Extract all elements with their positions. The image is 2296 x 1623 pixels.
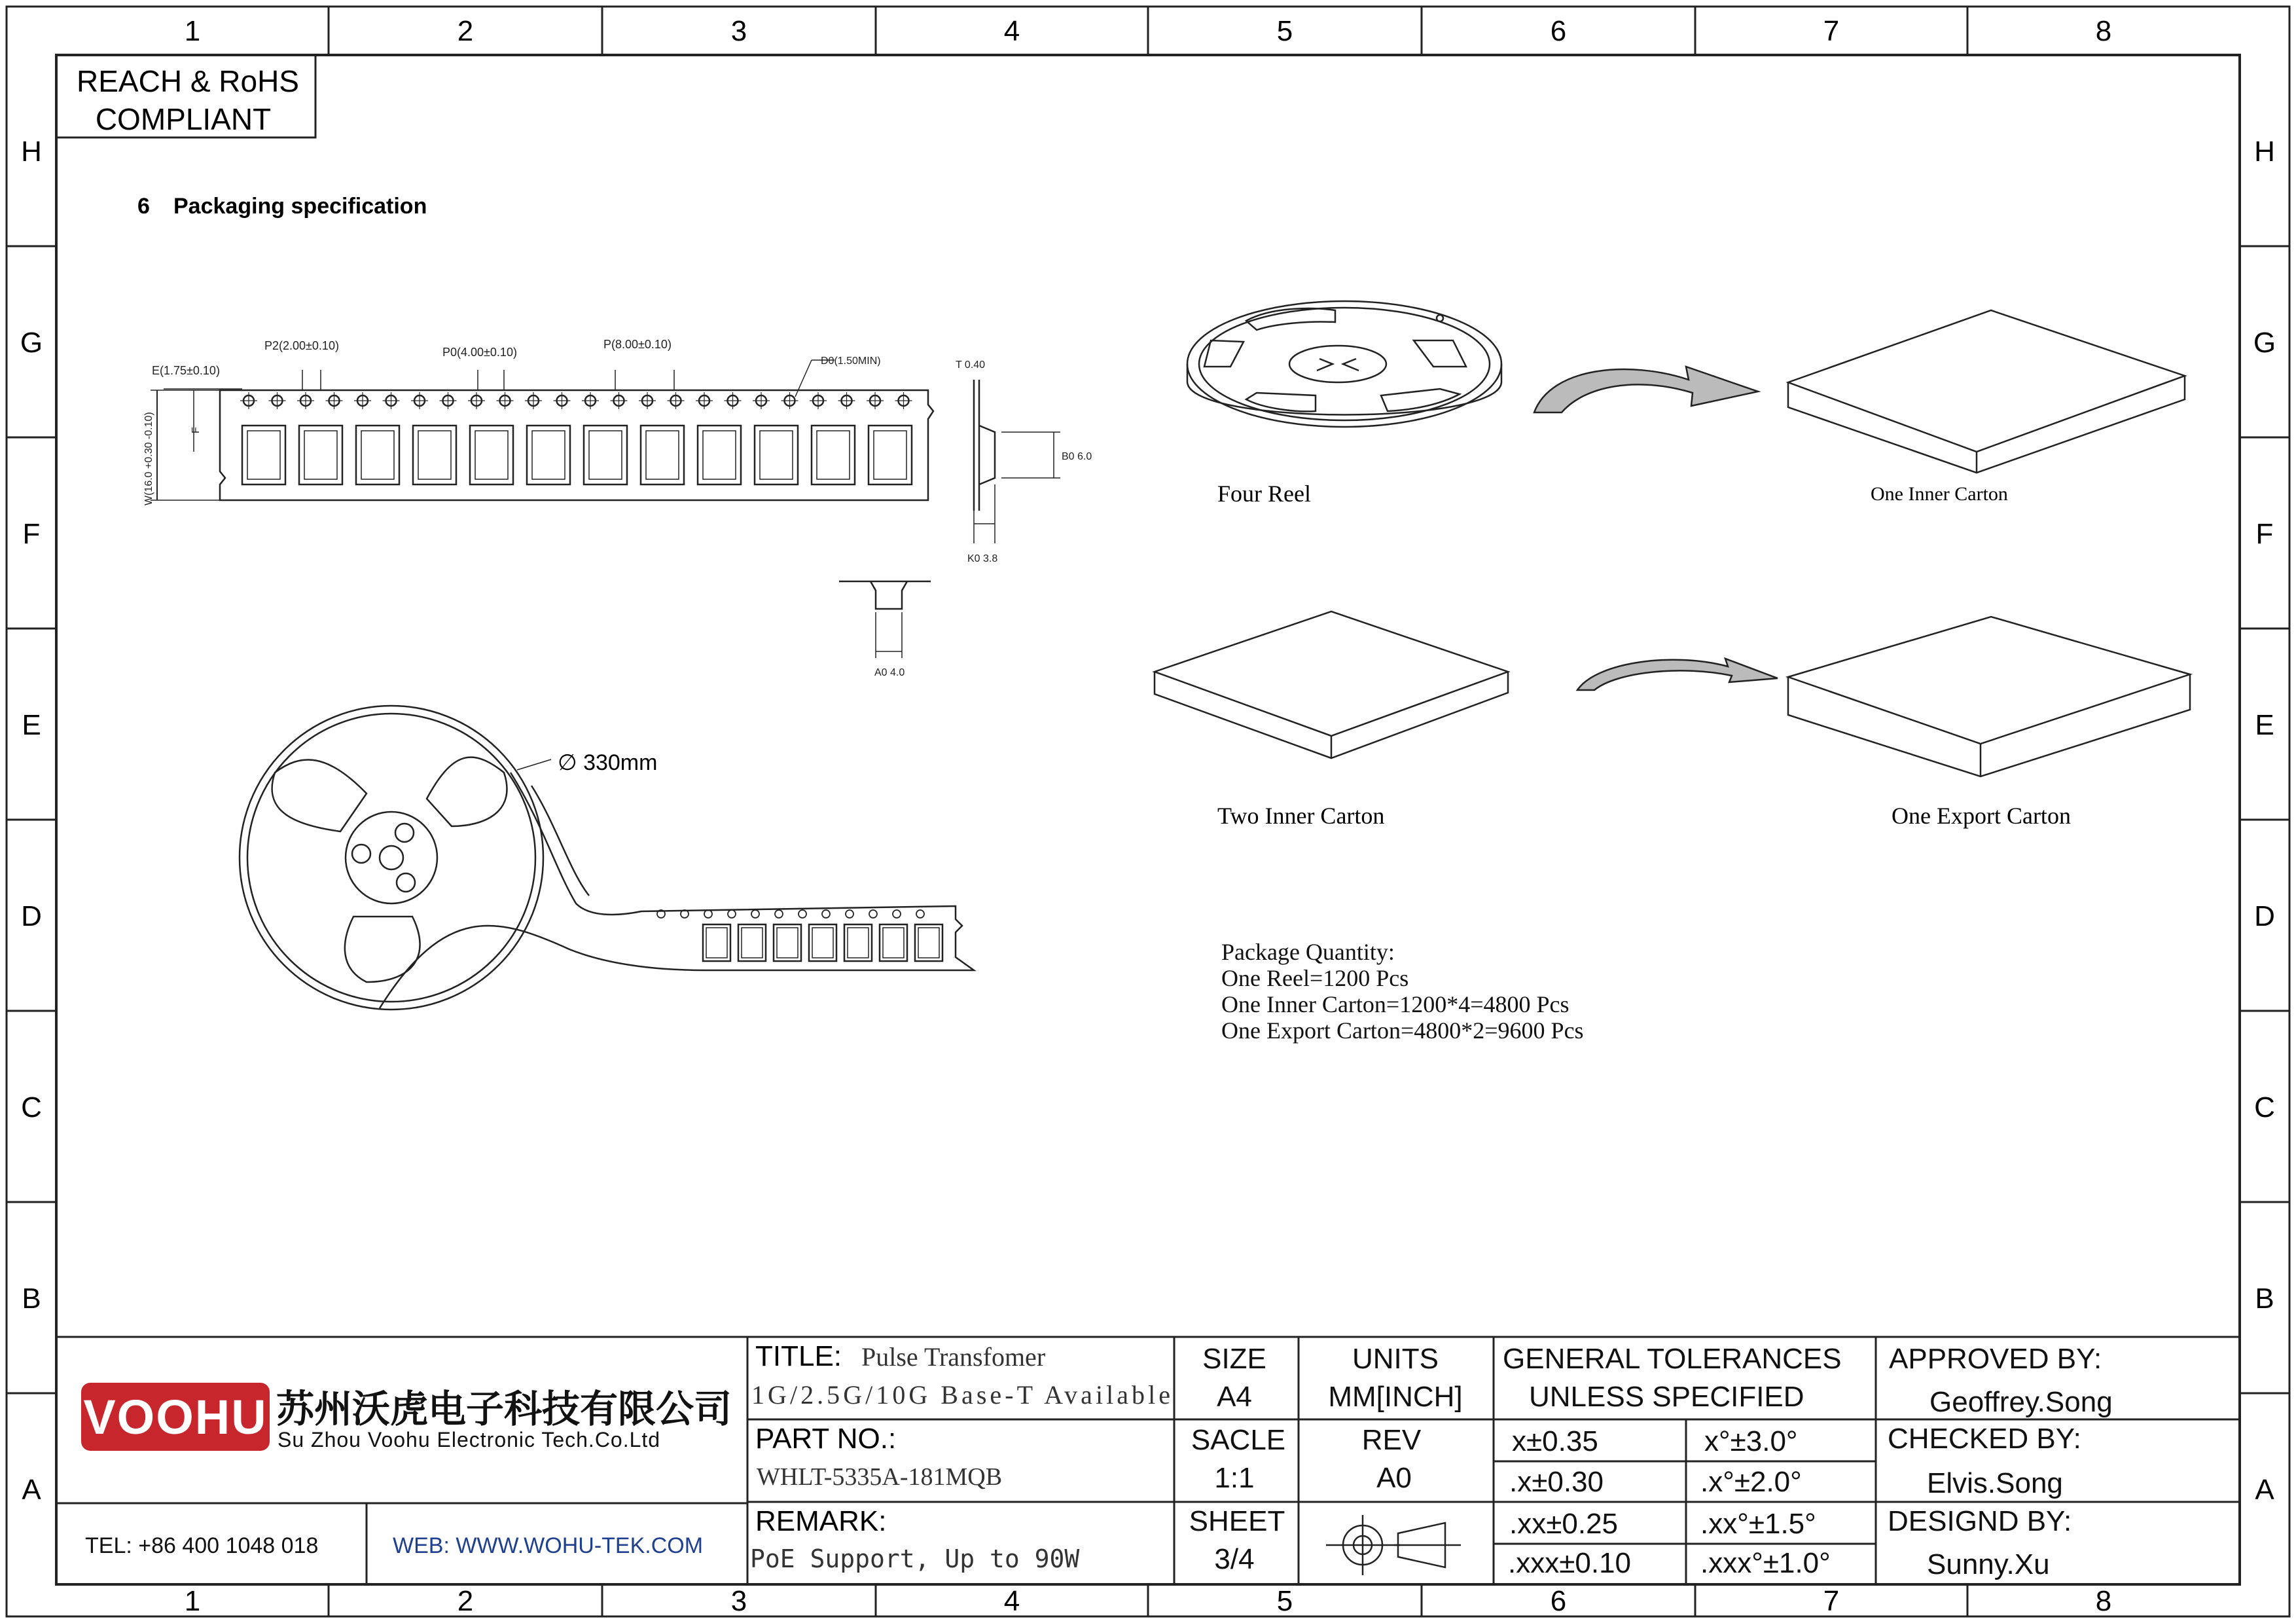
tape-pocket-inner bbox=[760, 431, 793, 479]
dim-k0-label: K0 3.8 bbox=[967, 553, 998, 564]
tape-pocket-inner bbox=[703, 431, 736, 479]
one-export-carton-drawing bbox=[1788, 617, 2190, 776]
tape-pocket bbox=[869, 426, 912, 484]
grid-row-label: A bbox=[2255, 1474, 2274, 1506]
contact-web: WEB: WWW.WOHU-TEK.COM bbox=[393, 1533, 704, 1558]
grid-column-label: 5 bbox=[1276, 15, 1293, 47]
tape-pocket bbox=[470, 426, 513, 484]
grid-row-label: H bbox=[21, 136, 42, 168]
checked-by-label: CHECKED BY: bbox=[1888, 1423, 2081, 1455]
grid-row-label: E bbox=[22, 709, 41, 741]
tape-pocket-inner bbox=[706, 928, 727, 958]
tape-pocket bbox=[413, 426, 456, 484]
four-reel-drawing bbox=[1187, 301, 1501, 427]
grid-row-label: D bbox=[2254, 900, 2275, 932]
one-inner-carton-drawing bbox=[1788, 310, 2185, 473]
grid-column-label: 8 bbox=[2095, 1585, 2112, 1617]
dim-w-label: W(16.0 +0.30 -0.10) bbox=[143, 412, 154, 505]
tape-pocket bbox=[915, 924, 942, 961]
tape-pocket bbox=[738, 924, 766, 961]
grid-column-label: 7 bbox=[1823, 15, 1840, 47]
tape-pocket bbox=[527, 426, 570, 484]
grid-column-label: 6 bbox=[1550, 1585, 1567, 1617]
sheet-value: 3/4 bbox=[1214, 1543, 1255, 1575]
grid-column-label: 2 bbox=[457, 15, 474, 47]
tape-pocket bbox=[755, 426, 798, 484]
tape-pocket bbox=[844, 924, 872, 961]
grid-row-label: A bbox=[22, 1474, 41, 1506]
third-angle-projection-icon bbox=[1326, 1515, 1461, 1575]
grid-row-label: D bbox=[21, 900, 42, 932]
tolerance-linear: .x±0.30 bbox=[1509, 1466, 1604, 1498]
sheet-label: SHEET bbox=[1189, 1505, 1285, 1537]
tape-pocket-inner bbox=[848, 928, 869, 958]
dim-p0-label: P0(4.00±0.10) bbox=[442, 346, 517, 359]
transition-arrow-top bbox=[1534, 367, 1758, 412]
sprocket-hole-icon bbox=[798, 910, 806, 918]
grid-column-label: 4 bbox=[1003, 1585, 1020, 1617]
tape-pocket-inner bbox=[532, 431, 565, 479]
dim-f-label: F bbox=[190, 427, 202, 433]
remark-label: REMARK: bbox=[755, 1505, 887, 1537]
tape-pocket bbox=[242, 426, 285, 484]
sprocket-hole-icon bbox=[751, 910, 759, 918]
tape-pocket-inner bbox=[918, 928, 939, 958]
tape-pocket bbox=[356, 426, 399, 484]
sprocket-hole-icon bbox=[822, 910, 830, 918]
tape-pocket-inner bbox=[475, 431, 508, 479]
grid-column-label: 5 bbox=[1276, 1585, 1293, 1617]
grid-row-label: G bbox=[20, 327, 43, 359]
tape-pocket-inner bbox=[247, 431, 280, 479]
package-quantity-heading: Package Quantity: bbox=[1221, 939, 1395, 965]
grid-column-label: 3 bbox=[730, 15, 747, 47]
size-label: SIZE bbox=[1202, 1343, 1266, 1375]
carrier-tape-drawing bbox=[151, 360, 1060, 658]
company-name-cn: 苏州沃虎电子科技有限公司 bbox=[276, 1388, 732, 1431]
units-label: UNITS bbox=[1352, 1343, 1439, 1375]
tape-pocket-inner bbox=[874, 431, 906, 479]
compliance-line2: COMPLIANT bbox=[95, 102, 272, 136]
tape-pocket bbox=[809, 924, 836, 961]
tape-pocket bbox=[880, 924, 907, 961]
grid-row-label: F bbox=[22, 518, 41, 550]
grid-column-label: 3 bbox=[730, 1585, 747, 1617]
grid-column-label: 6 bbox=[1550, 15, 1567, 47]
tolerance-angular: .xxx°±1.0° bbox=[1700, 1547, 1831, 1579]
sprocket-hole-icon bbox=[846, 910, 853, 918]
units-value: MM[INCH] bbox=[1328, 1381, 1463, 1413]
grid-row-label: G bbox=[2253, 327, 2276, 359]
grid-column-label: 8 bbox=[2095, 15, 2112, 47]
part-no-label: PART NO.: bbox=[755, 1423, 897, 1455]
voohu-logo-text: VOOHU bbox=[83, 1390, 268, 1444]
title-label: TITLE: bbox=[755, 1340, 842, 1372]
sprocket-hole-icon bbox=[704, 910, 712, 918]
tolerance-linear: x±0.35 bbox=[1512, 1425, 1598, 1457]
one-export-carton-label: One Export Carton bbox=[1892, 803, 2071, 829]
tape-pocket bbox=[641, 426, 684, 484]
checked-by-value: Elvis.Song bbox=[1927, 1467, 2063, 1499]
compliance-box bbox=[56, 55, 315, 137]
tape-pocket-inner bbox=[418, 431, 451, 479]
company-name-en: Su Zhou Voohu Electronic Tech.Co.Ltd bbox=[278, 1428, 661, 1451]
two-inner-carton-drawing bbox=[1155, 611, 1508, 758]
title-block bbox=[56, 1337, 2240, 1584]
grid-column-label: 1 bbox=[184, 15, 201, 47]
sprocket-hole-icon bbox=[728, 910, 736, 918]
tape-dimension-labels bbox=[143, 338, 1092, 678]
designed-by-label: DESIGND BY: bbox=[1888, 1505, 2072, 1537]
package-quantity-line: One Reel=1200 Pcs bbox=[1221, 965, 1409, 991]
tape-pocket bbox=[774, 924, 801, 961]
tape-pocket-inner bbox=[883, 928, 904, 958]
sprocket-hole-icon bbox=[916, 910, 924, 918]
dim-a0-label: A0 4.0 bbox=[874, 667, 905, 678]
grid-row-label: F bbox=[2255, 518, 2274, 550]
package-quantity-line: One Inner Carton=1200*4=4800 Pcs bbox=[1221, 991, 1570, 1017]
dim-p-label: P(8.00±0.10) bbox=[603, 338, 672, 351]
tape-pocket-inner bbox=[777, 928, 798, 958]
tolerance-heading-line1: GENERAL TOLERANCES bbox=[1503, 1343, 1842, 1375]
grid-column-label: 1 bbox=[184, 1585, 201, 1617]
grid-row-label: H bbox=[2254, 136, 2275, 168]
tolerance-angular: .x°±2.0° bbox=[1700, 1466, 1802, 1498]
grid-column-label: 7 bbox=[1823, 1585, 1840, 1617]
approved-by-value: Geoffrey.Song bbox=[1929, 1386, 2113, 1418]
tolerance-heading-line2: UNLESS SPECIFIED bbox=[1529, 1381, 1804, 1413]
tape-pocket bbox=[703, 924, 730, 961]
grid-row-label: C bbox=[2254, 1091, 2275, 1123]
tape-pocket bbox=[299, 426, 342, 484]
tape-pocket-inner bbox=[812, 928, 833, 958]
dim-b0-label: B0 6.0 bbox=[1062, 451, 1092, 462]
tape-pocket-inner bbox=[646, 431, 679, 479]
tape-pocket-inner bbox=[742, 928, 762, 958]
scale-label: SACLE bbox=[1191, 1424, 1286, 1456]
tape-pocket bbox=[698, 426, 741, 484]
grid-row-label: E bbox=[2255, 709, 2274, 741]
compliance-line1: REACH & RoHS bbox=[77, 64, 299, 98]
remark-value: PoE Support, Up to 90W bbox=[750, 1544, 1080, 1573]
title-value: Pulse Transfomer bbox=[861, 1342, 1046, 1372]
grid-row-label: B bbox=[2255, 1283, 2274, 1315]
tolerance-angular: x°±3.0° bbox=[1704, 1425, 1798, 1457]
scale-value: 1:1 bbox=[1214, 1462, 1255, 1494]
tape-pocket bbox=[584, 426, 627, 484]
size-value: A4 bbox=[1217, 1381, 1252, 1413]
dim-e-label: E(1.75±0.10) bbox=[152, 364, 220, 377]
package-quantity-line: One Export Carton=4800*2=9600 Pcs bbox=[1221, 1017, 1584, 1044]
contact-tel: TEL: +86 400 1048 018 bbox=[85, 1533, 319, 1558]
tolerance-linear: .xxx±0.10 bbox=[1508, 1547, 1632, 1579]
grid-column-label: 2 bbox=[457, 1585, 474, 1617]
reel-diameter-label: ∅ 330mm bbox=[558, 750, 658, 775]
tape-pocket-inner bbox=[304, 431, 337, 479]
transition-arrow-bottom bbox=[1577, 659, 1778, 690]
tolerance-angular: .xx°±1.5° bbox=[1700, 1508, 1816, 1540]
sprocket-hole-icon bbox=[893, 910, 901, 918]
title-line2: 1G/2.5G/10G Base-T Available bbox=[751, 1380, 1170, 1410]
tolerance-linear: .xx±0.25 bbox=[1509, 1508, 1619, 1540]
designed-by-value: Sunny.Xu bbox=[1927, 1548, 2050, 1580]
sprocket-hole-icon bbox=[775, 910, 783, 918]
tape-pocket-inner bbox=[589, 431, 622, 479]
rev-label: REV bbox=[1361, 1424, 1422, 1456]
grid-row-label: C bbox=[21, 1091, 42, 1123]
tape-pocket bbox=[812, 426, 855, 484]
dim-t-label: T 0.40 bbox=[956, 359, 986, 371]
dim-p2-label: P2(2.00±0.10) bbox=[264, 339, 339, 352]
tape-pocket-inner bbox=[817, 431, 850, 479]
four-reel-label: Four Reel bbox=[1217, 481, 1311, 507]
grid-row-label: B bbox=[22, 1283, 41, 1315]
section-number: 6 bbox=[137, 194, 150, 219]
part-no-value: WHLT-5335A-181MQB bbox=[757, 1463, 1003, 1491]
approved-by-label: APPROVED BY: bbox=[1889, 1343, 2102, 1375]
sprocket-hole-icon bbox=[869, 910, 877, 918]
dim-d0-label: D0(1.50MIN) bbox=[821, 356, 881, 367]
grid-column-label: 4 bbox=[1003, 15, 1020, 47]
two-inner-carton-label: Two Inner Carton bbox=[1217, 803, 1385, 829]
rev-value: A0 bbox=[1376, 1462, 1412, 1494]
tape-pocket-inner bbox=[361, 431, 394, 479]
package-quantity bbox=[1221, 939, 1584, 1044]
section-title: Packaging specification bbox=[173, 194, 427, 219]
one-inner-carton-label: One Inner Carton bbox=[1871, 483, 2008, 505]
